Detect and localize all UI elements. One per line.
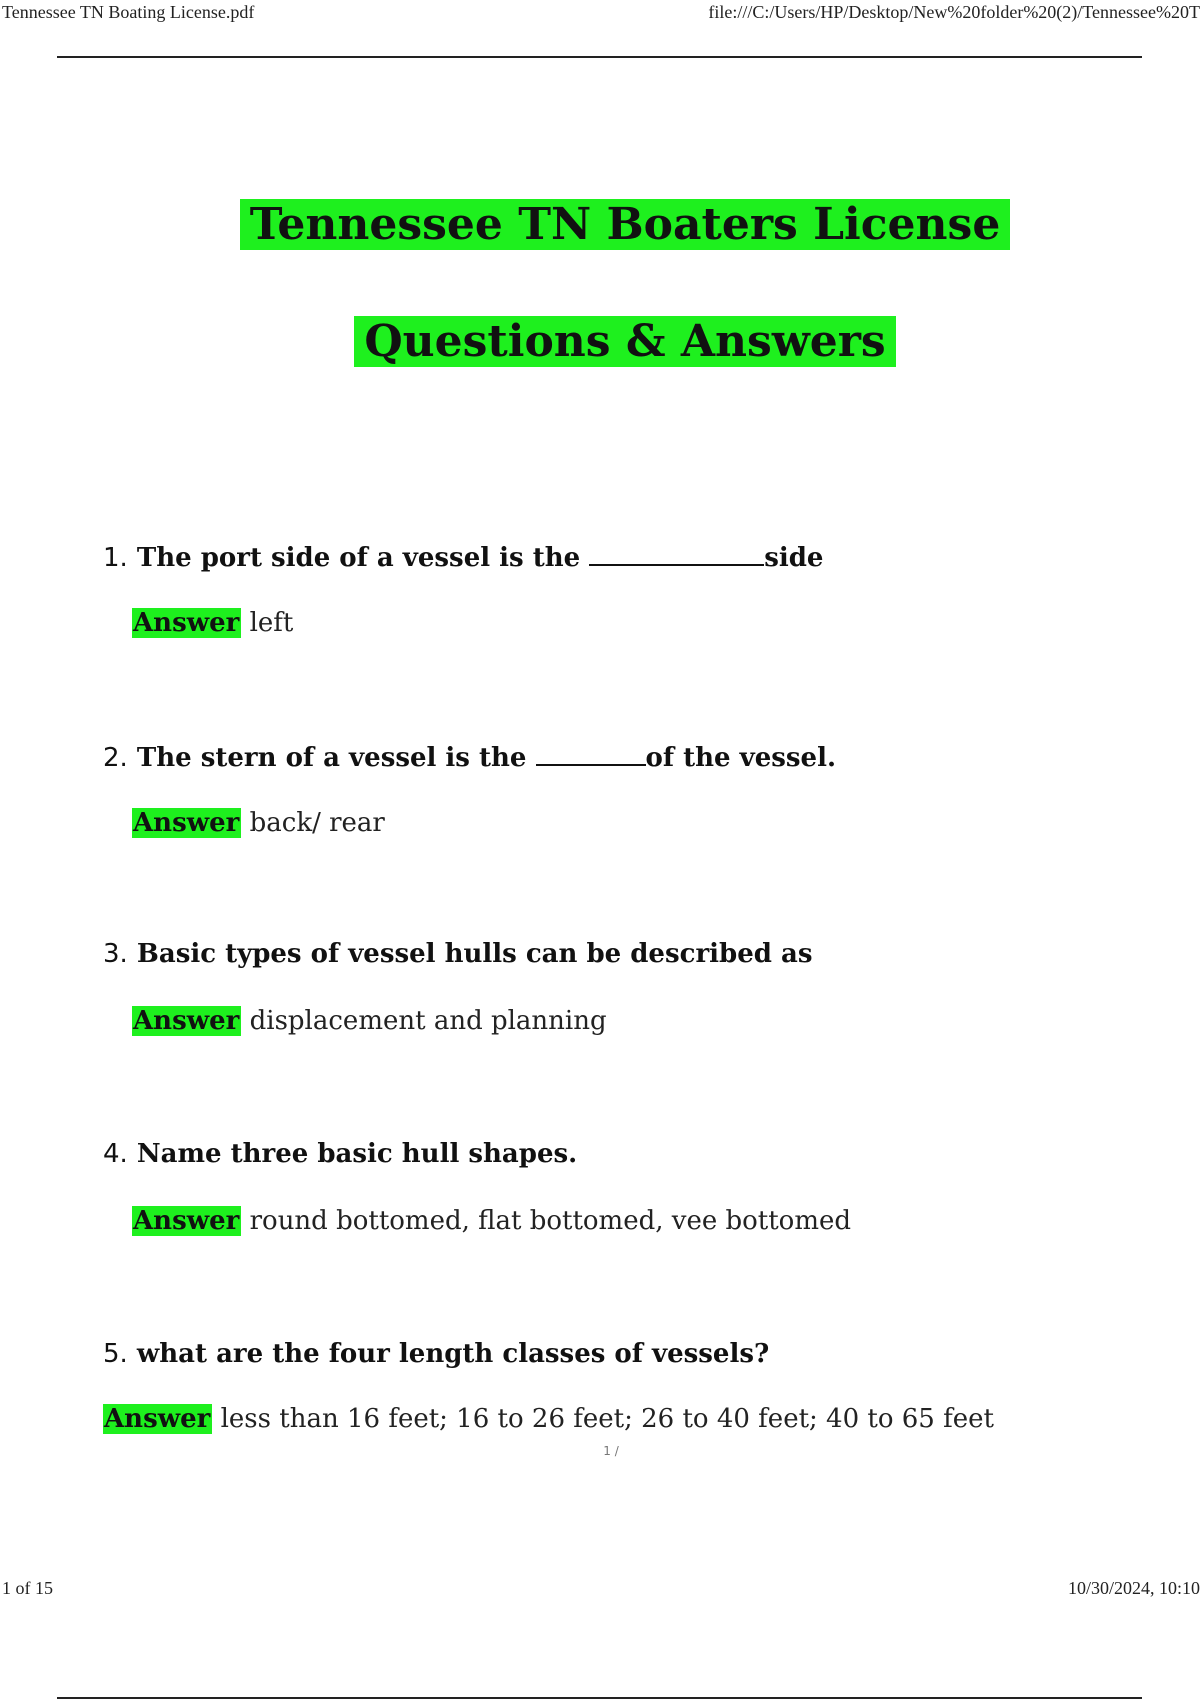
answer-label: Answer bbox=[104, 1404, 211, 1434]
page-title-line-2 bbox=[0, 313, 1200, 371]
question-5 bbox=[103, 1336, 769, 1372]
question-text: The stern of a vessel is the bbox=[136, 743, 536, 773]
print-header-doc-name: Tennessee TN Boating License.pdf bbox=[2, 2, 255, 22]
title-line-2-text: Questions & Answers bbox=[354, 316, 895, 367]
answer-value: less than 16 feet; 16 to 26 feet; 26 to 40 feet; 40 to 65 feet bbox=[220, 1404, 994, 1434]
answer-label: Answer bbox=[133, 1206, 240, 1236]
question-3 bbox=[103, 936, 812, 972]
question-number: 4. bbox=[103, 1139, 128, 1169]
question-text: Name three basic hull shapes. bbox=[136, 1139, 578, 1169]
question-number: 5. bbox=[103, 1339, 128, 1369]
answer-label: Answer bbox=[133, 808, 240, 838]
page-title-line-1 bbox=[0, 196, 1200, 254]
answer-3 bbox=[132, 1003, 607, 1039]
answer-label: Answer bbox=[133, 608, 240, 638]
fill-in-blank bbox=[536, 738, 646, 766]
question-4 bbox=[103, 1136, 577, 1172]
question-text: The port side of a vessel is the bbox=[136, 543, 590, 573]
answer-1 bbox=[132, 605, 293, 641]
answer-value: left bbox=[249, 608, 294, 638]
page-marker: 1 / bbox=[603, 1444, 619, 1458]
question-text: Basic types of vessel hulls can be described as bbox=[136, 939, 813, 969]
question-number: 3. bbox=[103, 939, 128, 969]
question-number: 1. bbox=[103, 543, 128, 573]
question-2 bbox=[103, 738, 836, 776]
answer-value: back/ rear bbox=[249, 808, 385, 838]
answer-2 bbox=[132, 805, 385, 841]
print-footer-timestamp: 10/30/2024, 10:10 bbox=[1067, 1578, 1200, 1598]
answer-label: Answer bbox=[133, 1006, 240, 1036]
answer-value: displacement and planning bbox=[249, 1006, 607, 1036]
question-number: 2. bbox=[103, 743, 128, 773]
footer-rule bbox=[57, 1697, 1142, 1699]
print-footer bbox=[0, 1578, 1200, 1602]
question-text: what are the four length classes of vessels? bbox=[136, 1339, 770, 1369]
question-text-after: side bbox=[764, 543, 824, 573]
answer-5 bbox=[103, 1401, 994, 1437]
header-rule bbox=[57, 56, 1142, 58]
question-1 bbox=[103, 538, 823, 576]
answer-value: round bottomed, flat bottomed, vee bottomed bbox=[249, 1206, 852, 1236]
print-footer-page-count: 1 of 15 bbox=[2, 1578, 53, 1598]
print-header bbox=[0, 2, 1200, 26]
question-text-after: of the vessel. bbox=[645, 743, 836, 773]
fill-in-blank bbox=[589, 538, 764, 566]
answer-4 bbox=[132, 1203, 851, 1239]
print-header-file-path: file:///C:/Users/HP/Desktop/New%20folder%20(2)/Tennessee%20T bbox=[708, 2, 1200, 22]
title-line-1-text: Tennessee TN Boaters License bbox=[240, 199, 1011, 250]
